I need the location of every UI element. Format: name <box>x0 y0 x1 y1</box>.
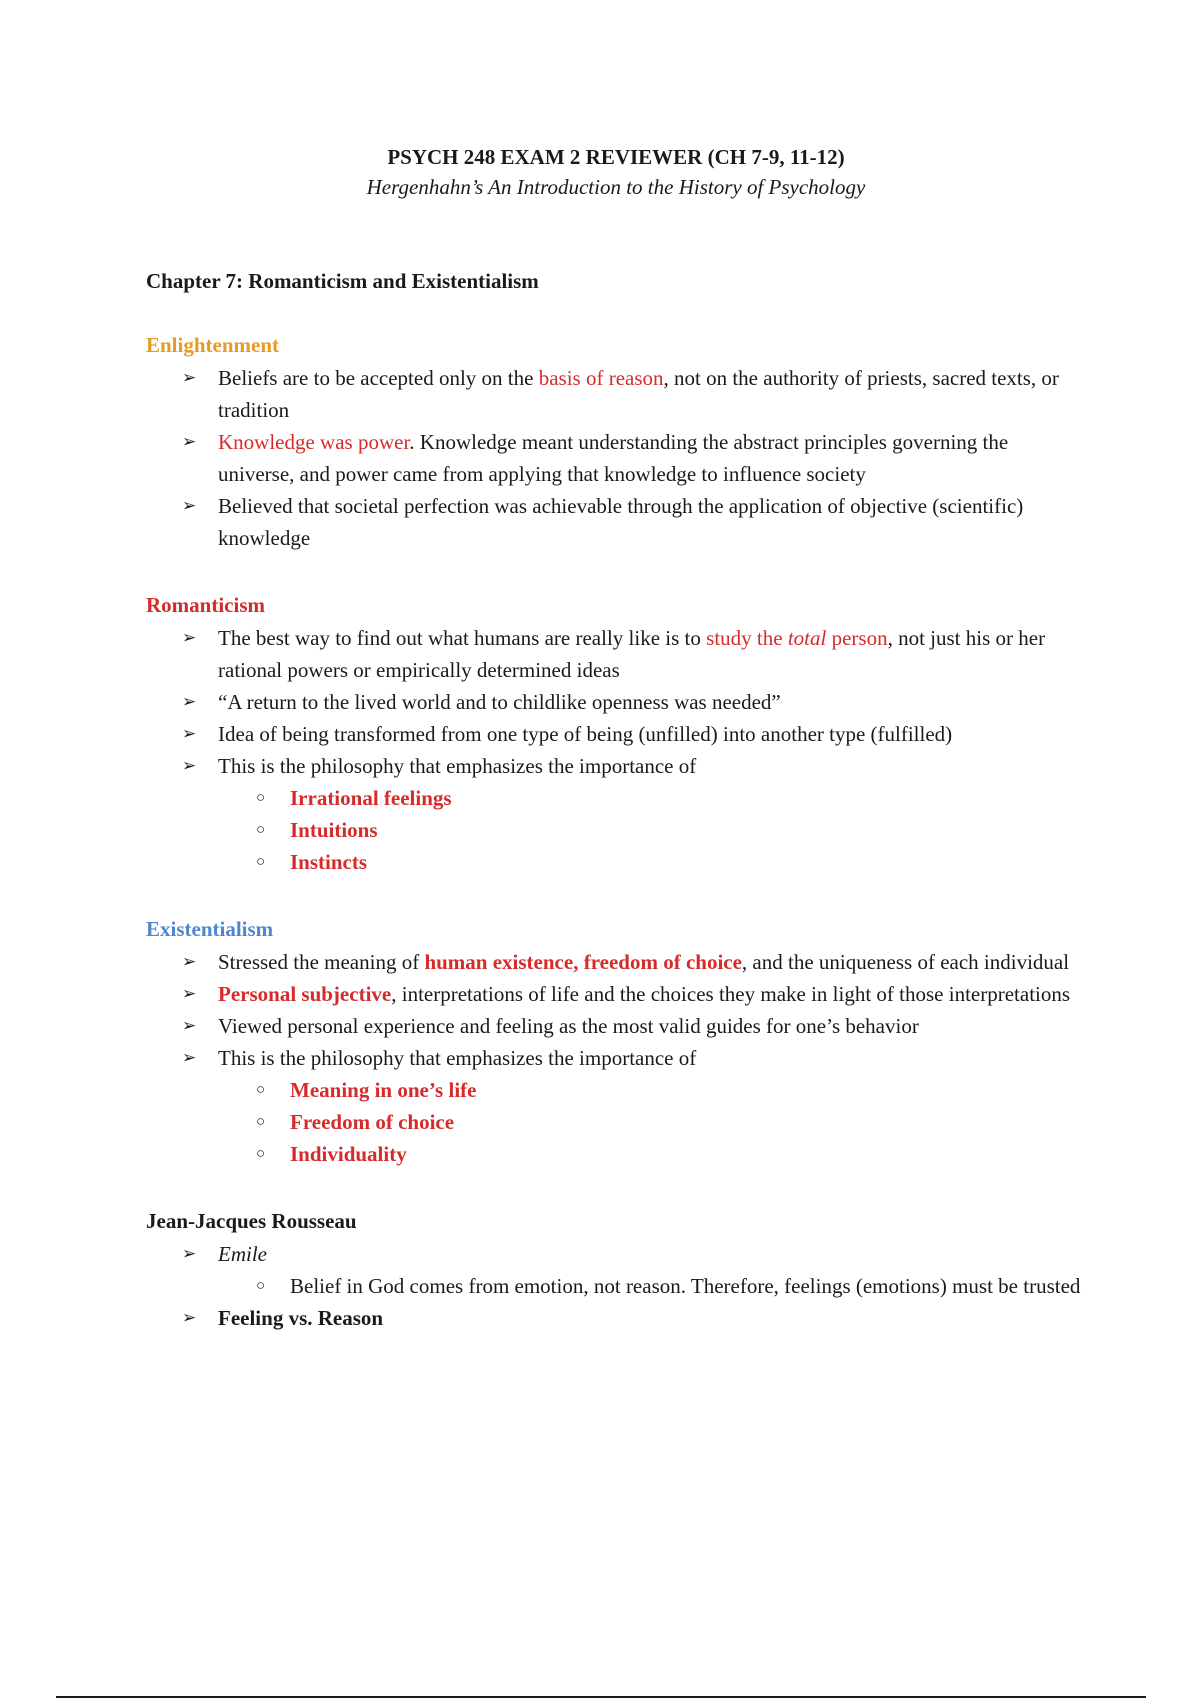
arrow-bullet-icon: ➢ <box>182 1016 197 1035</box>
arrow-bullet-icon: ➢ <box>182 1244 197 1263</box>
arrow-bullet-icon: ➢ <box>182 984 197 1003</box>
circle-bullet-icon: ○ <box>256 1278 266 1294</box>
circle-bullet-icon: ○ <box>256 790 266 806</box>
list-item <box>182 978 1086 1010</box>
romanticism-list <box>146 622 1086 878</box>
item-text: Feeling vs. Reason <box>218 1306 384 1330</box>
arrow-bullet-icon: ➢ <box>182 1048 197 1067</box>
highlight-text: Freedom of choice <box>290 1110 455 1134</box>
circle-bullet-icon: ○ <box>256 1082 266 1098</box>
sub-list-item <box>256 814 1086 846</box>
existentialism-list <box>146 946 1086 1170</box>
list-item <box>182 1042 1086 1170</box>
item-text: Believed that societal perfection was achievable through the application of objective (scientific) knowledge <box>218 494 1024 550</box>
highlight-text: Knowledge was power <box>218 430 410 454</box>
section-heading-rousseau: Jean-Jacques Rousseau <box>146 1209 357 1233</box>
document-page <box>146 142 1086 1334</box>
item-text: This is the philosophy that emphasizes the importance of <box>218 754 697 778</box>
highlight-text: Intuitions <box>290 818 378 842</box>
sub-list-item <box>256 1138 1086 1170</box>
rousseau-list <box>146 1238 1086 1334</box>
sub-list-item <box>256 1106 1086 1138</box>
highlight-italic-text: total <box>787 626 827 650</box>
document-title: PSYCH 248 EXAM 2 REVIEWER (CH 7-9, 11-12) <box>387 145 845 169</box>
highlight-text: Irrational feelings <box>290 786 452 810</box>
list-item <box>182 1010 1086 1042</box>
item-text: Stressed the meaning of <box>218 950 425 974</box>
arrow-bullet-icon: ➢ <box>182 432 197 451</box>
list-item <box>182 490 1086 554</box>
rousseau-sublist <box>218 1270 1086 1302</box>
sub-list-item <box>256 1270 1086 1302</box>
arrow-bullet-icon: ➢ <box>182 1308 197 1327</box>
list-item <box>182 718 1086 750</box>
item-text: , and the uniqueness of each individual <box>741 950 1070 974</box>
document-subtitle: Hergenhahn’s An Introduction to the History of Psychology <box>366 175 866 199</box>
item-text: , not just his or her rational powers or empirically determined ideas <box>218 626 1046 682</box>
item-text: Emile <box>218 1242 267 1266</box>
highlight-text: human existence, freedom of choice <box>424 950 742 974</box>
list-item <box>182 1238 1086 1302</box>
circle-bullet-icon: ○ <box>256 1114 266 1130</box>
circle-bullet-icon: ○ <box>256 1146 266 1162</box>
list-item <box>182 946 1086 978</box>
sub-list-item <box>256 1074 1086 1106</box>
highlight-text: Personal subjective <box>218 982 392 1006</box>
arrow-bullet-icon: ➢ <box>182 724 197 743</box>
item-text: Viewed personal experience and feeling as the most valid guides for one’s behavior <box>218 1014 919 1038</box>
sub-list-item <box>256 782 1086 814</box>
arrow-bullet-icon: ➢ <box>182 628 197 647</box>
circle-bullet-icon: ○ <box>256 854 266 870</box>
chapter-heading: Chapter 7: Romanticism and Existentialism <box>146 269 539 293</box>
enlightenment-list <box>146 362 1086 554</box>
highlight-text: study the <box>706 626 788 650</box>
page-bottom-rule <box>56 1696 1146 1698</box>
list-item <box>182 622 1086 686</box>
highlight-text: person <box>826 626 888 650</box>
arrow-bullet-icon: ➢ <box>182 368 197 387</box>
item-text: . Knowledge meant understanding the abstract principles governing the universe, and power came from applying that knowledge to influence society <box>218 430 1009 486</box>
arrow-bullet-icon: ➢ <box>182 496 197 515</box>
highlight-text: Instincts <box>290 850 368 874</box>
highlight-text: Meaning in one’s life <box>290 1078 477 1102</box>
list-item <box>182 426 1086 490</box>
list-item <box>182 362 1086 426</box>
section-heading-romanticism: Romanticism <box>146 593 265 617</box>
item-text: , interpretations of life and the choices they make in light of those interpretations <box>391 982 1071 1006</box>
item-text: The best way to find out what humans are really like is to <box>218 626 707 650</box>
item-text: This is the philosophy that emphasizes the importance of <box>218 1046 697 1070</box>
item-text: Beliefs are to be accepted only on the <box>218 366 539 390</box>
romanticism-sublist <box>218 782 1086 878</box>
arrow-bullet-icon: ➢ <box>182 756 197 775</box>
item-text: , not on the authority of priests, sacred texts, or tradition <box>218 366 1059 422</box>
item-text: Idea of being transformed from one type of being (unfilled) into another type (fulfilled) <box>218 722 953 746</box>
list-item <box>182 750 1086 878</box>
list-item <box>182 686 1086 718</box>
section-heading-existentialism: Existentialism <box>146 917 274 941</box>
item-text: “A return to the lived world and to childlike openness was needed” <box>218 690 781 714</box>
section-heading-enlightenment: Enlightenment <box>146 333 280 357</box>
circle-bullet-icon: ○ <box>256 822 266 838</box>
arrow-bullet-icon: ➢ <box>182 952 197 971</box>
arrow-bullet-icon: ➢ <box>182 692 197 711</box>
highlight-text: Individuality <box>290 1142 407 1166</box>
highlight-text: basis of reason <box>538 366 664 390</box>
sub-list-item <box>256 846 1086 878</box>
existentialism-sublist <box>218 1074 1086 1170</box>
item-text: Belief in God comes from emotion, not reason. Therefore, feelings (emotions) must be trusted <box>290 1274 1081 1298</box>
list-item <box>182 1302 1086 1334</box>
